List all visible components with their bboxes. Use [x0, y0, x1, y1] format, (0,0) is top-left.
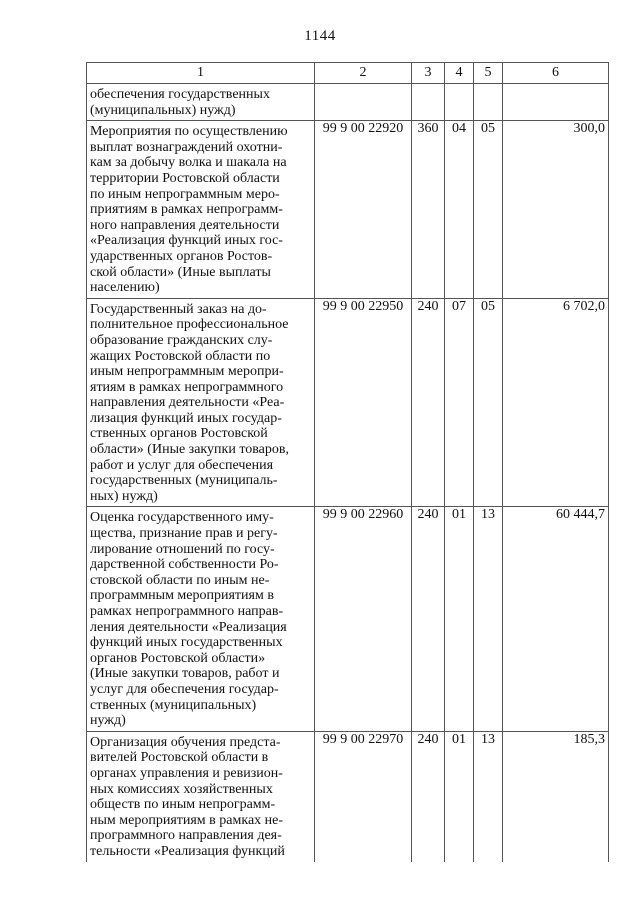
row-section: 04	[445, 121, 474, 299]
row-expense-type: 240	[412, 507, 445, 731]
row-amount: 60 444,7	[503, 507, 609, 731]
row-target-code: 99 9 00 22970	[315, 731, 412, 861]
row-amount: 6 702,0	[503, 298, 609, 507]
header-col-4: 4	[445, 63, 474, 84]
row-target-code: 99 9 00 22960	[315, 507, 412, 731]
row-target-code: 99 9 00 22920	[315, 121, 412, 299]
header-col-3: 3	[412, 63, 445, 84]
header-col-6: 6	[503, 63, 609, 84]
continuation-empty-cell	[503, 84, 609, 121]
row-section: 01	[445, 731, 474, 861]
header-row	[87, 63, 609, 84]
continuation-empty-cell	[474, 84, 503, 121]
table-body	[87, 84, 609, 862]
row-expense-type: 240	[412, 731, 445, 861]
continuation-empty-cell	[412, 84, 445, 121]
table-row	[87, 507, 609, 731]
row-subsection: 13	[474, 507, 503, 731]
header-col-5: 5	[474, 63, 503, 84]
page-number: 1144	[304, 28, 336, 44]
continuation-text: обеспечения государственных (муниципальных) нужд)	[87, 84, 315, 121]
row-amount: 300,0	[503, 121, 609, 299]
row-expense-type: 240	[412, 298, 445, 507]
table-row	[87, 731, 609, 861]
row-subsection: 05	[474, 121, 503, 299]
header-col-2: 2	[315, 63, 412, 84]
row-expense-type: 360	[412, 121, 445, 299]
row-amount: 185,3	[503, 731, 609, 861]
row-target-code: 99 9 00 22950	[315, 298, 412, 507]
row-section: 01	[445, 507, 474, 731]
row-description: Организация обучения предста- вителей Ростовской области в органах управления и ревизион- ных комиссиях хозяйственных обществ по иным непрограмм- ным мероприятиям в рамках не- программного направления дея- тельности «Реализация функций	[87, 731, 315, 861]
row-description: Мероприятия по осуществлению выплат вознаграждений охотни- кам за добычу волка и шакала на территории Ростовской области по иным непрограммным меро- приятиям в рамках непрограмм- ного направления деятельности «Реализация функций иных гос- ударственных органов Ростов- ской области» (Иные выплаты населению)	[87, 121, 315, 299]
table-row	[87, 121, 609, 299]
row-description: Оценка государственного иму- щества, признание прав и регу- лирование отношений по госу- дарственной собственности Ро- стовской области по иным не- программным мероприятиям в рамках непрограммного направ- ления деятельности «Реализация функций иных государственных органов Ростовской области» (Иные закупки товаров, работ и услуг для обеспечения государ- ственных (муниципальных) нужд)	[87, 507, 315, 731]
row-section: 07	[445, 298, 474, 507]
budget-table	[86, 62, 609, 862]
continuation-empty-cell	[445, 84, 474, 121]
header-col-1: 1	[87, 63, 315, 84]
continuation-row	[87, 84, 609, 121]
row-description: Государственный заказ на до- полнительное профессиональное образование гражданских слу- жащих Ростовской области по иным непрограммным меропри- ятиям в рамках непрограммного направления деятельности «Реа- лизация функций иных государ- ственных органов Ростовской области» (Иные закупки товаров, работ и услуг для обеспечения государственных (муниципаль- ных) нужд)	[87, 298, 315, 507]
table-header	[87, 63, 609, 84]
continuation-empty-cell	[315, 84, 412, 121]
row-subsection: 13	[474, 731, 503, 861]
table-row	[87, 298, 609, 507]
row-subsection: 05	[474, 298, 503, 507]
